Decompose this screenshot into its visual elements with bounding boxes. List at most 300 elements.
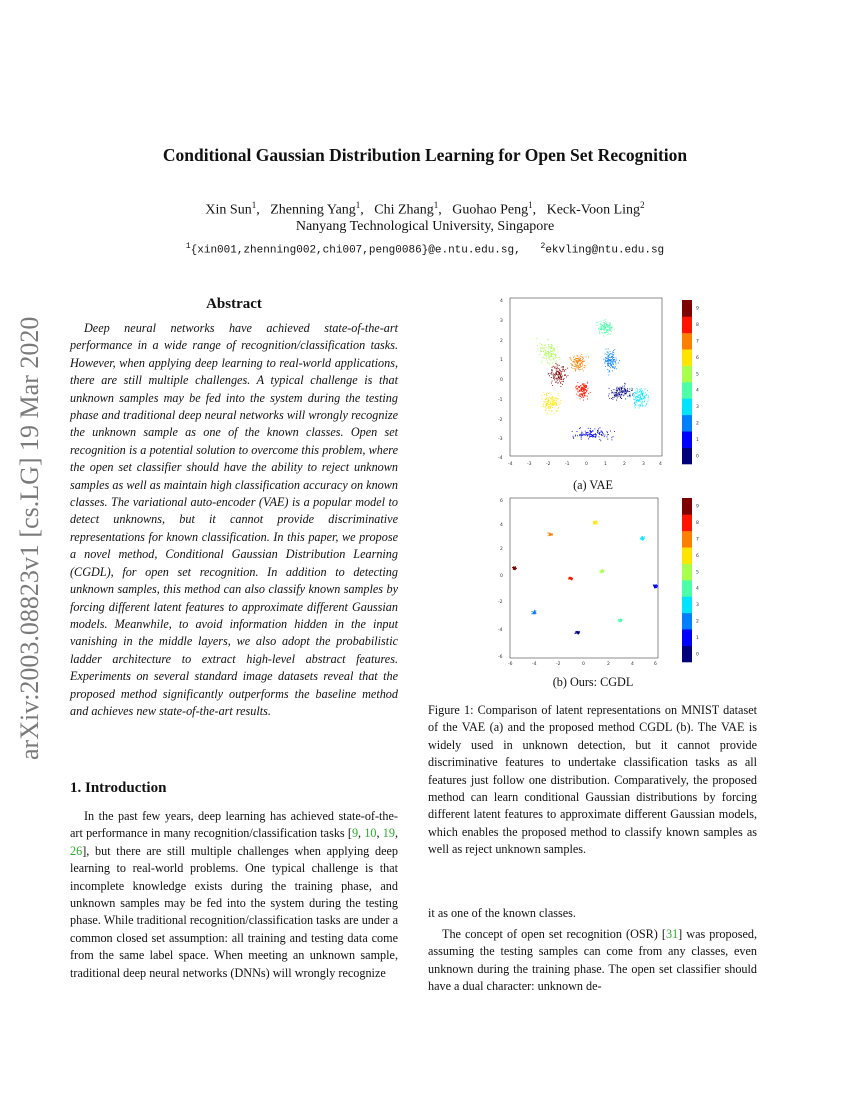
scatter-point [610,364,611,365]
scatter-point [549,375,550,376]
scatter-point [552,381,553,382]
scatter-point [562,367,563,368]
scatter-point [547,405,548,406]
scatter-point [550,401,551,402]
scatter-point [551,398,552,399]
scatter-point [551,348,552,349]
scatter-point [559,357,560,358]
scatter-point [555,375,556,376]
scatter-point [557,378,558,379]
scatter-point [553,397,554,398]
scatter-point [572,431,573,432]
scatter-point [608,361,609,362]
scatter-point [550,408,551,409]
scatter-point [563,366,564,367]
scatter-point [635,393,636,394]
scatter-point [563,367,564,368]
citation-link[interactable]: 10 [364,826,377,841]
scatter-point [601,326,602,327]
subfigure-caption-a: (a) VAE [573,478,613,492]
scatter-point [576,388,577,389]
intro-text: In the past few years, deep learning has achieved state-of-the-art performance in many recognition/classification tasks [ [70,809,398,841]
scatter-point [544,345,545,346]
scatter-point [555,382,556,383]
scatter-point [558,398,559,399]
scatter-point [633,396,634,397]
scatter-point [584,434,585,435]
scatter-point [581,354,582,355]
scatter-point [565,369,566,370]
citation-separator: , [376,826,383,841]
scatter-point [581,389,582,390]
scatter-point [577,431,578,432]
scatter-point [604,328,605,329]
scatter-point [636,405,637,406]
scatter-point [630,395,631,396]
scatter-point [556,400,557,401]
scatter-point [547,404,548,405]
colorbar-segment [682,316,692,333]
scatter-point [613,359,614,360]
citation-link[interactable]: 26 [70,843,83,858]
scatter-point [642,406,643,407]
scatter-point [580,385,581,386]
scatter-point [635,404,636,405]
scatter-point [579,394,580,395]
scatter-point [559,370,560,371]
scatter-point [625,388,626,389]
scatter-point [559,373,560,374]
scatter-point [564,375,565,376]
scatter-point [634,399,635,400]
scatter-point [603,359,604,360]
scatter-point [558,368,559,369]
scatter-point [557,364,558,365]
scatter-point [616,394,617,395]
scatter-point [582,383,583,384]
scatter-point [625,390,626,391]
x-tick-label: -2 [546,462,551,467]
scatter-point [608,359,609,360]
scatter-point [639,391,640,392]
scatter-point [551,403,552,404]
scatter-point [583,385,584,386]
y-tick-label: 0 [500,574,503,579]
scatter-point [571,578,572,579]
scatter-point [548,351,549,352]
colorbar-tick-label: 9 [696,306,699,312]
scatter-point [609,388,610,389]
scatter-point [601,321,602,322]
scatter-point [513,569,514,570]
scatter-point [604,325,605,326]
scatter-point [623,390,624,391]
scatter-point [607,431,608,432]
scatter-point [548,373,549,374]
scatter-point [550,363,551,364]
colorbar-tick-label: 3 [696,603,699,609]
scatter-point [549,406,550,407]
scatter-point [575,370,576,371]
colorbar-segment [682,613,692,630]
scatter-point [575,358,576,359]
scatter-point [634,403,635,404]
scatter-point [551,344,552,345]
scatter-point [612,354,613,355]
scatter-point [609,357,610,358]
scatter-point [573,437,574,438]
scatter-point [605,354,606,355]
scatter-point [619,389,620,390]
scatter-point [612,366,613,367]
scatter-point [610,327,611,328]
x-tick-label: 2 [623,462,626,467]
scatter-point [608,356,609,357]
scatter-point [599,332,600,333]
scatter-point [539,354,540,355]
scatter-point [620,396,621,397]
scatter-point [598,328,599,329]
scatter-point [559,378,560,379]
scatter-point [642,402,643,403]
scatter-point [600,427,601,428]
scatter-point [639,401,640,402]
scatter-point [558,352,559,353]
scatter-point [589,433,590,434]
scatter-point [601,570,602,571]
scatter-point [535,610,536,611]
scatter-point [623,395,624,396]
scatter-point [554,367,555,368]
scatter-point [579,369,580,370]
colorbar-tick-label: 8 [696,323,699,329]
scatter-point [642,393,643,394]
x-tick-label: -6 [508,662,513,667]
scatter-point [560,377,561,378]
x-tick-label: 3 [642,462,645,467]
colorbar-segment [682,498,692,515]
scatter-point [586,434,587,435]
scatter-point [547,351,548,352]
scatter-point [620,619,621,620]
scatter-point [555,355,556,356]
scatter-point [551,346,552,347]
scatter-point [606,349,607,350]
scatter-point [549,357,550,358]
scatter-point [579,365,580,366]
scatter-point [552,372,553,373]
scatter-point [550,534,551,535]
scatter-point [593,431,594,432]
scatter-point [613,357,614,358]
scatter-point [606,324,607,325]
scatter-point [580,366,581,367]
scatter-point [607,434,608,435]
scatter-point [548,408,549,409]
citation-link[interactable]: 9 [351,826,359,841]
scatter-point [577,385,578,386]
scatter-point [546,405,547,406]
scatter-point [644,536,645,537]
scatter-point [550,347,551,348]
y-tick-label: 0 [500,378,503,383]
scatter-point [607,357,608,358]
author-affiliation-mark: 1 [528,200,533,210]
scatter-point [571,579,572,580]
scatter-point [545,410,546,411]
email-address[interactable]: ekvling@ntu.edu.sg [545,244,665,257]
scatter-point [599,439,600,440]
scatter-point [608,364,609,365]
scatter-point [547,354,548,355]
scatter-point [545,406,546,407]
citation-link[interactable]: 19 [382,826,395,841]
scatter-point [546,394,547,395]
scatter-point [616,360,617,361]
scatter-point [537,349,538,350]
scatter-point [560,383,561,384]
body-paragraph: it as one of the known classes. [428,906,576,920]
scatter-point [570,578,571,579]
email-affiliation-mark: 1 [185,242,191,251]
scatter-point [551,351,552,352]
scatter-point [554,397,555,398]
scatter-point [557,367,558,368]
scatter-point [611,390,612,391]
scatter-point [554,379,555,380]
x-tick-label: 4 [659,462,662,467]
scatter-point [577,361,578,362]
scatter-point [552,374,553,375]
email-line [0,242,850,257]
intro-text: ], but there are still multiple challenges when applying deep learning to real-world problems. One typical challenge is that incomplete knowledge exists during the training phase, and unknown samples may be fed into the system during the testing phase. While traditional recognition/classification tasks are under a common closed set assumption: all training and testing data come from the same label space. When meeting an unknown sample, traditional deep neural networks (DNNs) will wrongly recognize [70,843,398,980]
scatter-point [610,323,611,324]
scatter-point [577,382,578,383]
scatter-point [545,407,546,408]
scatter-point [609,370,610,371]
scatter-point [548,403,549,404]
scatter-point [619,394,620,395]
scatter-point [607,332,608,333]
scatter-point [611,364,612,365]
citation-link[interactable]: 31 [665,927,679,941]
scatter-point [548,352,549,353]
scatter-point [623,388,624,389]
scatter-point [578,369,579,370]
scatter-point [639,408,640,409]
scatter-point [599,328,600,329]
scatter-point [580,427,581,428]
scatter-point [579,387,580,388]
scatter-point [653,585,654,586]
scatter-point [617,397,618,398]
scatter-point [601,434,602,435]
colorbar-tick-label: 4 [696,586,699,592]
scatter-point [579,434,580,435]
scatter-point [580,391,581,392]
scatter-point [580,369,581,370]
scatter-point [582,396,583,397]
scatter-point [621,391,622,392]
scatter-point [645,392,646,393]
scatter-point [621,388,622,389]
scatter-point [546,355,547,356]
scatter-point [579,435,580,436]
scatter-point [642,538,643,539]
scatter-point [590,436,591,437]
scatter-point [584,392,585,393]
figure-vae-latent-plot [470,292,710,472]
scatter-point [544,350,545,351]
x-tick-label: 1 [604,462,607,467]
scatter-point [560,359,561,360]
scatter-point [556,397,557,398]
scatter-point [588,357,589,358]
scatter-point [576,367,577,368]
author-list: Xin Sun$^1$, Zhenning Yang$^1$, Chi Zhang$^1$, Guohao Peng$^1$, Keck-Voon Ling$^2$ [205,200,645,218]
scatter-point [641,394,642,395]
body-paragraph [428,926,757,996]
scatter-point [604,332,605,333]
scatter-point [581,387,582,388]
author-affiliation-mark: 1 [433,200,439,210]
scatter-point [547,413,548,414]
scatter-point [581,432,582,433]
scatter-point [631,388,632,389]
scatter-point [653,585,654,586]
scatter-point [578,366,579,367]
scatter-point [640,399,641,400]
scatter-point [596,435,597,436]
colorbar-segment [682,415,692,432]
scatter-point [616,368,617,369]
scatter-point [545,401,546,402]
scatter-point [605,323,606,324]
scatter-point [563,381,564,382]
scatter-point [620,387,621,388]
scatter-point [564,378,565,379]
scatter-point [641,403,642,404]
scatter-point [617,394,618,395]
scatter-point [546,398,547,399]
scatter-point [585,389,586,390]
scatter-point [611,366,612,367]
author-name: Guohao Peng [452,202,529,218]
scatter-point [546,403,547,404]
scatter-point [579,367,580,368]
scatter-point [551,406,552,407]
scatter-point [559,374,560,375]
scatter-point [580,364,581,365]
scatter-point [610,330,611,331]
scatter-point [609,372,610,373]
scatter-point [578,365,579,366]
scatter-point [612,358,613,359]
scatter-point [553,354,554,355]
scatter-point [544,402,545,403]
y-tick-label: 4 [500,523,503,528]
scatter-point [550,354,551,355]
scatter-point [590,430,591,431]
scatter-point [608,334,609,335]
scatter-point [609,324,610,325]
scatter-point [587,396,588,397]
author-name: Keck-Voon Ling [546,202,641,218]
figure-caption: Figure 1: Comparison of latent representations on MNIST dataset of the VAE (a) and the proposed method CGDL (b). The VAE is widely used in unknown detection, but it cannot provide discriminative features to undertake classification tasks as all features just follow one distribution. Comparatively, the proposed method can learn conditional Gaussian distributions by forcing different latent features to approximate different Gaussian models, which enables the proposed method to classify known samples as well as reject unknown samples. [428,703,757,857]
scatter-point [584,367,585,368]
scatter-point [562,381,563,382]
scatter-point [607,437,608,438]
scatter-point [584,396,585,397]
y-tick-label: -2 [498,418,503,423]
scatter-point [636,393,637,394]
scatter-point [564,370,565,371]
scatter-point [637,396,638,397]
scatter-point [545,352,546,353]
scatter-point [549,364,550,365]
scatter-point [625,399,626,400]
scatter-point [618,396,619,397]
scatter-point [548,404,549,405]
scatter-point [612,352,613,353]
scatter-point [602,433,603,434]
scatter-point [592,430,593,431]
email-group[interactable]: {xin001,zhenning002,chi007,peng0086}@e.ntu.edu.sg, [190,244,521,257]
scatter-point [582,359,583,360]
scatter-point [577,367,578,368]
scatter-point [560,375,561,376]
scatter-point [613,354,614,355]
scatter-point [595,436,596,437]
scatter-point [648,397,649,398]
scatter-point [569,577,570,578]
scatter-point [585,393,586,394]
scatter-point [599,434,600,435]
scatter-point [607,363,608,364]
scatter-point [554,349,555,350]
scatter-point [583,383,584,384]
scatter-point [544,394,545,395]
scatter-point [615,392,616,393]
scatter-point [575,364,576,365]
scatter-point [579,633,580,634]
scatter-point [546,357,547,358]
scatter-point [601,572,602,573]
scatter-point [553,377,554,378]
scatter-point [545,350,546,351]
scatter-point [601,432,602,433]
y-tick-label: -4 [498,456,503,461]
scatter-point [609,398,610,399]
scatter-point [619,360,620,361]
scatter-point [610,367,611,368]
scatter-point [611,328,612,329]
scatter-point [552,370,553,371]
scatter-point [552,354,553,355]
scatter-point [573,436,574,437]
scatter-point [577,632,578,633]
scatter-point [630,392,631,393]
colorbar-tick-label: 7 [696,537,699,543]
scatter-point [636,399,637,400]
scatter-point [604,322,605,323]
colorbar-segment [682,300,692,317]
scatter-point [633,399,634,400]
scatter-point [612,361,613,362]
scatter-point [622,390,623,391]
scatter-point [581,356,582,357]
colorbar-segment [682,629,692,646]
